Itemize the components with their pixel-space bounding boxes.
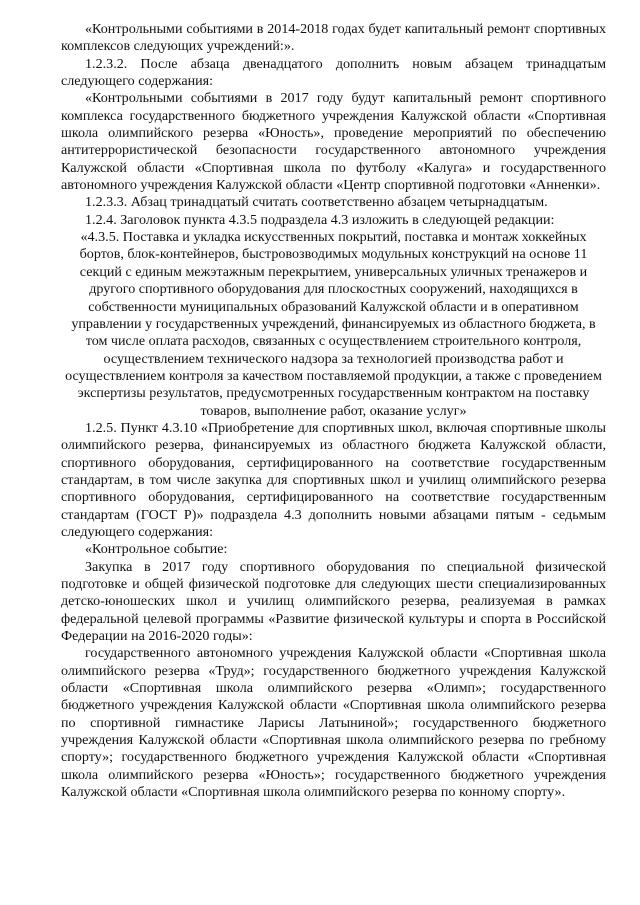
paragraph-1-2-4: 1.2.4. Заголовок пункта 4.3.5 подраздела 4.3 изложить в следующей редакции: [85,211,555,228]
paragraph-1-2-3-2: 1.2.3.2. После абзаца двенадцатого дополнить новым абзацем тринадцатым следующего содержания: [61,55,606,90]
paragraph-intro-control-events: «Контрольными событиями в 2014-2018 годах будет капитальный ремонт спортивных комплексов следующих учреждений:». [61,21,606,55]
paragraph-control-events-2017: «Контрольными событиями в 2017 году будут капитальный ремонт спортивного комплекса государственного бюджетного учреждения Калужской области «Спортивная школа олимпийского резерва «Юность», проведение мероприятий по обеспечению антитеррористической безопасности государственного автономного учреждения Калужской области «Спортивная школа по футболу «Калуга» и государственного автономного учреждения Калужской области «Центр спортивной подготовки «Анненки». [61,90,606,194]
paragraph-1-2-5: 1.2.5. Пункт 4.3.10 «Приобретение для спортивных школ, включая спортивные школы олимпийского резерва, финансируемых из областного бюджета Калужской области, спортивного оборудования, сертифицированного на соответствие государственным стандартам, в том числе закупка для спортивных школ и училищ олимпийского резерва спортивного оборудования, сертифицированного на соответствие государственным стандартам (ГОСТ Р)» подраздела 4.3 дополнить новыми абзацами пятым - седьмым следующего содержания: [61,419,606,540]
paragraph-institutions-list: государственного автономного учреждения Калужской области «Спортивная школа олимпийского резерва «Труд»; государственного бюджетного учреждения Калужской области «Спортивная школа олимпийского резерва «Олимп»; государственного бюджетного учреждения Калужской области «Спортивная школа олимпийского резерва по спортивной гимнастике Ларисы Латыниной»; государственного бюджетного учреждения Калужской области «Спортивная школа олимпийского резерва по гребному спорту»; государственного бюджетного учреждения Калужской области «Спортивная школа олимпийского резерва «Юность»; государственного бюджетного учреждения Калужской области «Спортивная школа олимпийского резерва по конному спорту». [61,645,606,801]
paragraph-control-event-label: «Контрольное событие: [85,541,228,558]
paragraph-1-2-3-3: 1.2.3.3. Абзац тринадцатый считать соответственно абзацем четырнадцатым. [85,194,548,211]
paragraph-4-3-5-heading: «4.3.5. Поставка и укладка искусственных покрытий, поставка и монтаж хоккейных бортов, блок-контейнеров, быстровозводимых модульных конструкций на основе 11 секций с единым межэтажным перекрытием, универсальных уличных тренажеров и другого спортивного оборудования для плоскостных сооружений, находящихся в собственности муниципальных образований Калужской области и в оперативном управлении у государственных учреждений, финансируемых из областного бюджета, в том числе оплата расходов, связанных с осуществлением строительного контроля, осуществлением технического надзора за технологией производства работ и осуществлением контроля за качеством поставляемой продукции, а также с проведением экспертизы результатов, предусмотренных государственным контрактом на поставку товаров, выполнение работ, оказание услуг» [65,229,602,419]
paragraph-procurement-2017: Закупка в 2017 году спортивного оборудования по специальной физической подготовке и общей физической подготовке для следующих шести специализированных детско-юношеских школ и училищ олимпийского резерва, реализуемая в рамках федеральной целевой программы «Развитие физической культуры и спорта в Российской Федерации на 2016-2020 годы»: [61,558,606,645]
